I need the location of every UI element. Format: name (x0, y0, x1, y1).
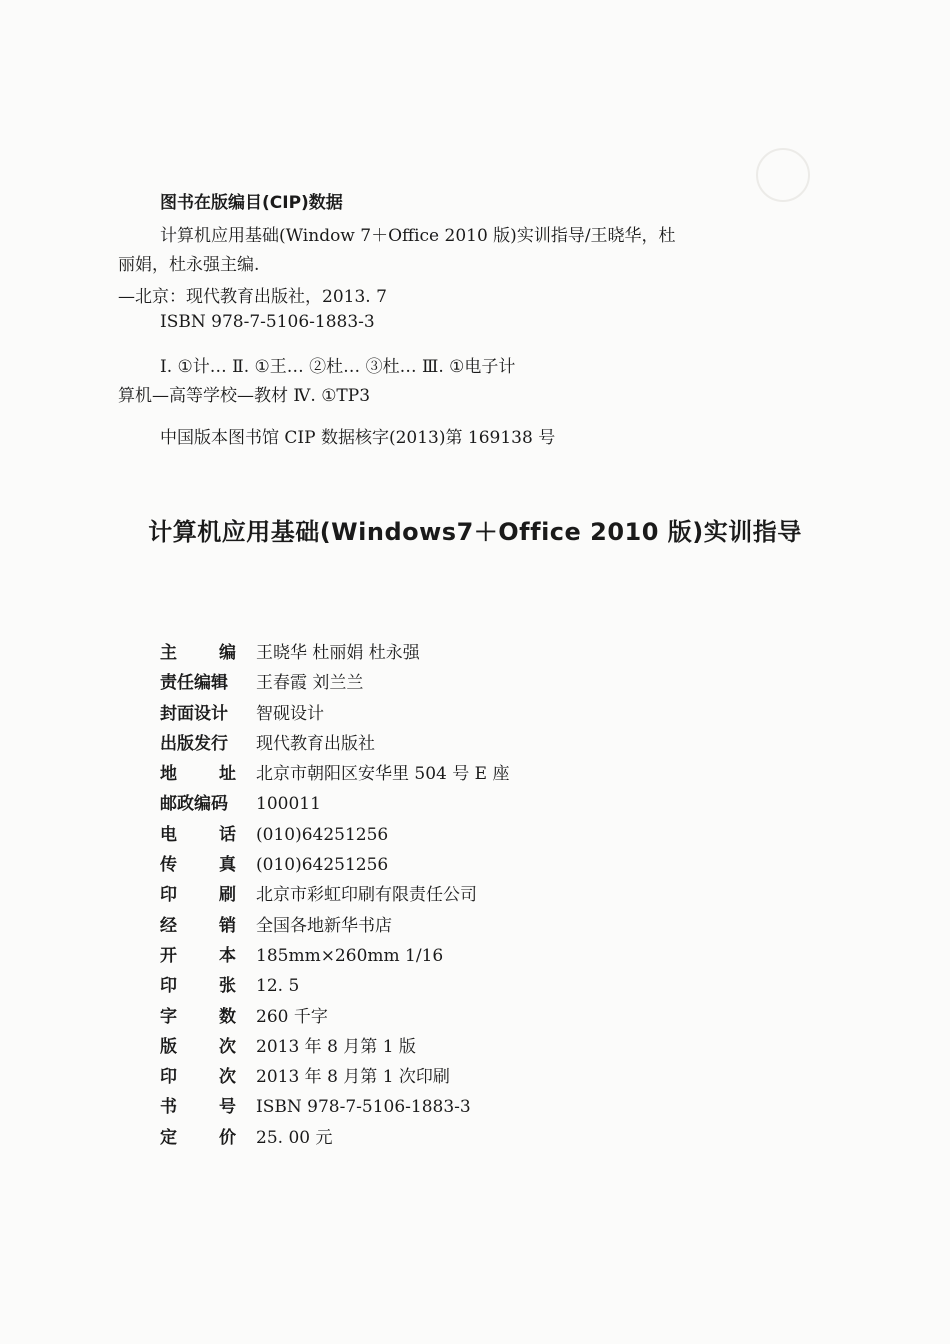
info-row (160, 880, 509, 910)
info-row (160, 1092, 509, 1122)
info-value: 25. 00 元 (256, 1127, 333, 1148)
info-value: 185mm×260mm 1/16 (256, 945, 444, 966)
info-value: (010)64251256 (256, 855, 389, 876)
info-value: 北京市朝阳区安华里 504 号 E 座 (256, 764, 510, 785)
info-value: 260 千字 (256, 1006, 328, 1027)
info-label: 书 号 (160, 1097, 236, 1118)
info-label: 开 本 (160, 945, 236, 966)
info-row (160, 638, 509, 668)
info-row (160, 759, 509, 789)
info-row (160, 668, 509, 698)
info-value: ISBN 978-7-5106-1883-3 (256, 1097, 471, 1118)
info-label: 出版发行 (160, 733, 228, 754)
info-row (160, 911, 509, 941)
info-value: 100011 (256, 794, 321, 815)
info-label: 字 数 (160, 1006, 236, 1027)
info-label: 经 销 (160, 915, 236, 936)
cip-line-cip-number: 中国版本图书馆 CIP 数据核字(2013)第 169138 号 (160, 428, 556, 448)
info-row (160, 729, 509, 759)
info-value: 2013 年 8 月第 1 次印刷 (256, 1067, 450, 1088)
info-label: 地 址 (160, 764, 236, 785)
info-label: 邮政编码 (160, 794, 228, 815)
cip-line-publisher: —北京：现代教育出版社，2013. 7 (118, 287, 387, 307)
info-value: 王春霞 刘兰兰 (256, 673, 364, 694)
info-label: 印 张 (160, 976, 236, 997)
info-label: 责任编辑 (160, 673, 228, 694)
info-row (160, 971, 509, 1001)
info-value: 全国各地新华书店 (256, 915, 392, 936)
info-row (160, 1062, 509, 1092)
info-row (160, 789, 509, 819)
book-title: 计算机应用基础(Windows7＋Office 2010 版)实训指导 (148, 518, 802, 546)
info-value: (010)64251256 (256, 824, 389, 845)
info-value: 王晓华 杜丽娟 杜永强 (256, 643, 420, 663)
cip-line-title: 计算机应用基础(Window 7＋Office 2010 版)实训指导/王晓华，杜 (160, 226, 676, 246)
info-value: 智砚设计 (256, 703, 324, 724)
info-value: 现代教育出版社 (256, 733, 375, 754)
info-label: 电 话 (160, 824, 236, 845)
cip-line-classification: 算机—高等学校—教材 Ⅳ. ①TP3 (118, 386, 371, 406)
info-label: 传 真 (160, 855, 236, 876)
bleed-through-seal (756, 148, 810, 202)
info-row (160, 1002, 509, 1032)
info-row (160, 820, 509, 850)
info-label: 印 刷 (160, 885, 236, 906)
info-value: 2013 年 8 月第 1 版 (256, 1036, 416, 1057)
info-row (160, 1123, 509, 1153)
cip-line-subjects: Ⅰ. ①计… Ⅱ. ①王… ②杜… ③杜… Ⅲ. ①电子计 (160, 357, 516, 377)
info-label: 封面设计 (160, 703, 228, 724)
info-label: 主 编 (160, 643, 236, 663)
info-row (160, 850, 509, 880)
info-row (160, 941, 509, 971)
cip-heading: 图书在版编目(CIP)数据 (160, 193, 343, 213)
info-label: 印 次 (160, 1067, 236, 1088)
info-row (160, 1032, 509, 1062)
info-row (160, 699, 509, 729)
info-value: 北京市彩虹印刷有限责任公司 (256, 885, 477, 906)
info-label: 版 次 (160, 1036, 236, 1057)
info-value: 12. 5 (256, 976, 300, 997)
cip-line-isbn: ISBN 978-7-5106-1883-3 (160, 312, 375, 332)
cip-line-authors: 丽娟，杜永强主编. (118, 255, 260, 275)
publication-info-table (160, 638, 509, 1153)
info-label: 定 价 (160, 1127, 236, 1148)
